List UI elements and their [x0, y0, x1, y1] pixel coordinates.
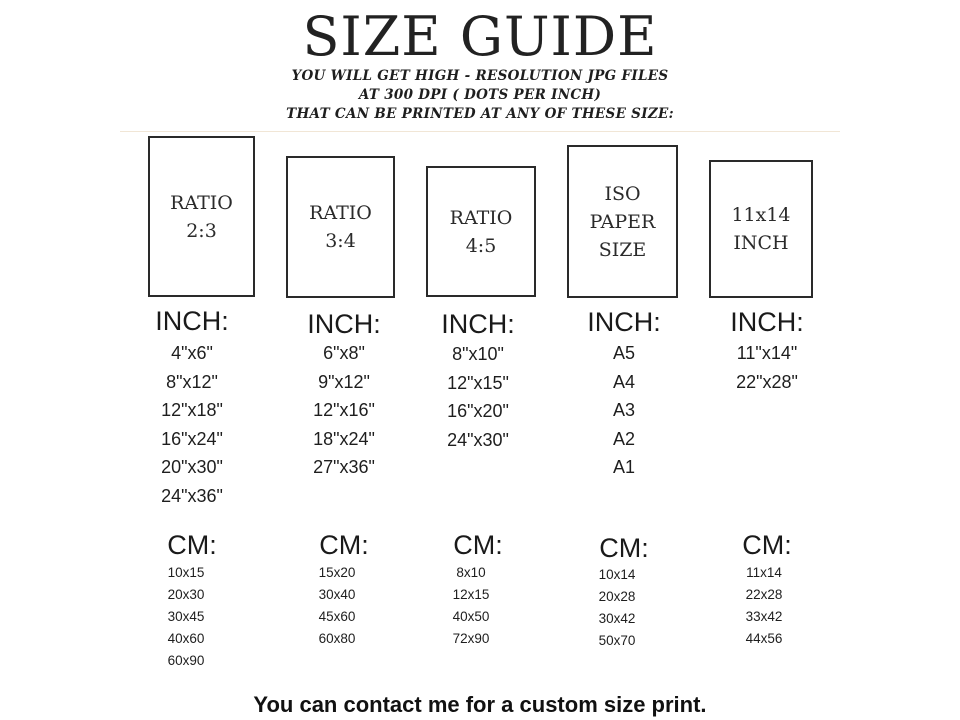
cm-heading: CM: [453, 530, 503, 560]
inch-size: 16"x20" [447, 401, 509, 421]
inch-size: 16"x24" [161, 428, 223, 449]
inch-size: A2 [612, 428, 636, 449]
cm-heading: CM: [319, 530, 369, 560]
inch-heading: INCH: [730, 307, 804, 337]
inch-size: 12"x18" [161, 400, 223, 420]
cm-size: 10x14 [598, 567, 636, 582]
inch-heading: INCH: [441, 309, 515, 339]
cm-size: 30x42 [598, 611, 636, 626]
cm-size-list [714, 562, 814, 650]
inch-size: 11"x14" [736, 343, 798, 363]
inch-size: 12"x15" [447, 372, 509, 393]
cm-size: 20x28 [598, 589, 636, 604]
cm-size-list [567, 564, 667, 652]
frame-ratio-3-4 [286, 156, 395, 298]
subtitle [0, 67, 960, 124]
inch-size: A3 [612, 400, 636, 420]
inch-size: 6"x8" [323, 343, 365, 363]
inch-size: 4"x6" [171, 343, 213, 363]
cm-size: 50x70 [598, 633, 636, 648]
divider [120, 131, 840, 132]
inch-size: 22"x28" [736, 371, 798, 392]
frame-11x14-inch [709, 160, 813, 298]
subtitle-line: AT 300 DPI ( DOTS PER INCH) [358, 87, 602, 103]
cm-size: 15x20 [318, 565, 356, 580]
cm-size: 11x14 [746, 565, 782, 580]
frame-label: ISO PAPER SIZE [589, 182, 656, 261]
cm-size-list [136, 562, 236, 672]
inch-size: 9"x12" [318, 371, 370, 392]
inch-size-list [142, 339, 242, 510]
inch-size-list [294, 339, 394, 482]
inch-size: 8"x12" [166, 371, 218, 392]
frame-iso-paper-size [567, 145, 678, 298]
cm-size-list [421, 562, 521, 650]
cm-size: 12x15 [452, 587, 490, 602]
frame-label: RATIO 4:5 [449, 206, 513, 257]
cm-size: 45x60 [318, 609, 356, 624]
cm-size: 44x56 [745, 631, 783, 646]
cm-size: 40x50 [452, 609, 490, 624]
footer-note: You can contact me for a custom size print. [253, 692, 707, 717]
frame-label: RATIO 3:4 [309, 202, 372, 252]
cm-size: 33x42 [745, 609, 783, 624]
cm-size: 20x30 [167, 587, 205, 602]
frame-label: RATIO 2:3 [170, 191, 233, 242]
subtitle-line: THAT CAN BE PRINTED AT ANY OF THESE SIZE: [286, 106, 674, 122]
inch-size-list [717, 339, 817, 396]
inch-size: A4 [612, 371, 636, 392]
page-title: SIZE GUIDE [302, 5, 658, 68]
inch-size: 20"x30" [161, 457, 223, 477]
inch-size-list [574, 339, 674, 482]
inch-size: 12"x16" [313, 400, 375, 420]
cm-size: 60x90 [167, 653, 205, 668]
frame-ratio-2-3 [148, 136, 255, 297]
cm-size: 30x45 [167, 609, 205, 624]
inch-heading: INCH: [587, 307, 661, 337]
cm-size: 22x28 [745, 587, 783, 602]
inch-size-list [428, 340, 528, 454]
cm-size: 8x10 [456, 565, 486, 580]
frame-label: 11x14 INCH [731, 204, 791, 254]
cm-size-list [287, 562, 387, 650]
inch-size: A1 [612, 457, 636, 477]
inch-size: 8"x10" [452, 344, 504, 364]
frame-ratio-4-5 [426, 166, 536, 297]
cm-heading: CM: [599, 533, 649, 563]
cm-heading: CM: [742, 530, 792, 560]
inch-size: 24"x30" [447, 429, 509, 450]
inch-size: 18"x24" [313, 428, 375, 449]
inch-size: 27"x36" [313, 457, 375, 477]
subtitle-line: YOU WILL GET HIGH - RESOLUTION JPG FILES [291, 68, 669, 84]
cm-size: 30x40 [318, 587, 356, 602]
cm-size: 40x60 [167, 631, 205, 646]
cm-size: 60x80 [318, 631, 356, 646]
inch-size: 24"x36" [161, 485, 223, 506]
cm-size: 72x90 [452, 631, 490, 646]
cm-size: 10x15 [167, 565, 205, 580]
inch-heading: INCH: [155, 306, 229, 336]
cm-heading: CM: [167, 530, 217, 560]
inch-heading: INCH: [307, 309, 381, 339]
inch-size: A5 [612, 343, 636, 363]
